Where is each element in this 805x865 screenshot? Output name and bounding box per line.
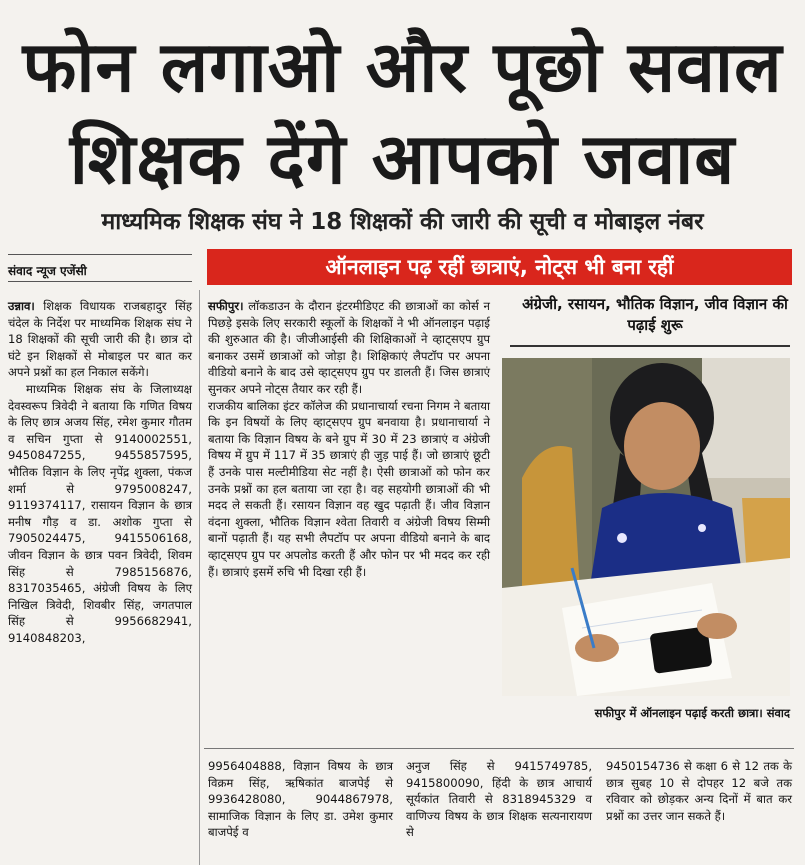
col1-paragraph-2: माध्यमिक शिक्षक संघ के जिलाध्यक्ष देवस्वरूप त्रिवेदी ने बताया कि गणित विषय के लिए छात्र अजय सिंह, रमेश कुमार गौतम व सचिन गुप्ता से 9140002551, 9450847255, 9455857595, भौतिक विज्ञान के लिए नृपेंद्र शुक्ला, पंकज शर्मा से 9795008247, 9119374117, रासायन विज्ञान के छात्र मनीष गौड़ व डा. अशोक गुप्ता से 7905024475, 9415506168, जीवन विज्ञान के छात्र पवन त्रिवेदी, शिवम सिंह से 7985156876, 8317035465, अंग्रेजी विषय के लिए निखिल त्रिवेदी, शिवबीर सिंह, जगतपाल सिंह से 9956682941, 9140848203,	[8, 381, 192, 645]
byline-rule-top	[8, 254, 192, 255]
article-column-1	[8, 298, 192, 646]
col2-paragraph-1: लॉकडाउन के दौरान इंटरमीडिएट की छात्राओं का कोर्स न पिछड़े इसके लिए सरकारी स्कूलों के शिक्षकों ने भी ऑनलाइन पढ़ाई की शुरुआत की है। जीजीआईसी की शिक्षिकाओं ने व्हाट्सएप ग्रुप बनाकर उसमें छात्राओं को जोड़ा है। शिक्षिकाएं लैपटॉप पर अपना वीडियो बनाने के बाद उसे व्हाट्सएप ग्रुप पर डालती हैं। जिस छात्राएं सुनकर अपने नोट्स तैयार कर रही हैं।	[208, 299, 490, 396]
kicker-rule	[510, 345, 790, 347]
column-divider	[199, 290, 200, 865]
bottom-column-3: 9450154736 से कक्षा 6 से 12 तक के छात्र सुबह 10 से दोपहर 12 बजे तक रविवार को छोड़कर अन्य दिनों में बात कर प्रश्नों का उत्तर जान सकते हैं।	[606, 759, 792, 823]
photo-kicker: अंग्रेजी, रसायन, भौतिक विज्ञान, जीव विज्ञान की पढ़ाई शुरू	[522, 295, 788, 334]
col2-paragraph-2: राजकीय बालिका इंटर कॉलेज की प्रधानाचार्या रचना निगम ने बताया कि इन विषयों के लिए व्हाट्सएप ग्रुप बनवाया है। प्रधानाचार्या ने बताया कि विज्ञान विषय के बने ग्रुप में 30 में 23 छात्राएं व अंग्रेजी विषय में ग्रुप में 117 में 35 छात्राएं ही जुड़ पाई हैं। जो छात्राएं छूटी हैं उनके पास मल्टीमीडिया सेट नहीं है। ऐसी छात्राओं को फोन कर उनके प्रश्नों का हल बताया जा रहा है। वह सहयोगी छात्राओं की भी मदद ले सकती हैं। रसायन विज्ञान वह खुद पढ़ाती हैं। जीव विज्ञान वंदना शुक्ला, भौतिक विज्ञान श्वेता तिवारी व अंग्रेजी विषय सिम्मी बानों पढ़ाती हैं। यह सभी लैपटॉप पर अपना वीडियो बनाने के बाद व्हाट्सएप ग्रुप पर अपलोड करती हैं और फोन पर भी मदद कर रही हैं। छात्राएं इसमें रुचि भी दिखा रही हैं।	[208, 398, 490, 579]
headline-line-2: शिक्षक देंगे आपको जवाब	[69, 118, 736, 200]
student-photo	[502, 358, 790, 696]
headline-line-1: फोन लगाओ और पूछो सवाल	[22, 26, 783, 108]
col1-paragraph-1: शिक्षक विधायक राजबहादुर सिंह चंदेल के निर्देश पर माध्यमिक शिक्षक संघ ने 18 शिक्षकों की सूची जारी की है। छात्र दो घंटे इन शिक्षकों से मोबाइल पर बात कर अपने प्रश्नों का हल निकाल सकेंगे।	[8, 299, 192, 380]
subheadline: माध्यमिक शिक्षक संघ ने 18 शिक्षकों की जारी की सूची व मोबाइल नंबर	[101, 209, 704, 235]
photo-caption: सफीपुर में ऑनलाइन पढ़ाई करती छात्रा। संवाद	[594, 706, 790, 720]
bottom-column-1: 9956404888, विज्ञान विषय के छात्र विक्रम सिंह, ऋषिकांत बाजपेई से 9936428080, 9044867978, सामाजिक विज्ञान के लिए डा. उमेश कुमार बाजपेई व	[208, 759, 393, 840]
byline: संवाद न्यूज एजेंसी	[8, 264, 87, 278]
dateline-safipur: सफीपुर।	[208, 299, 244, 313]
section-banner: ऑनलाइन पढ़ रहीं छात्राएं, नोट्स भी बना रहीं	[207, 249, 792, 285]
byline-rule-bottom	[8, 281, 192, 282]
dateline-unnao: उन्नाव।	[8, 299, 35, 313]
bottom-column-2: अनुज सिंह से 9415749785, 9415800090, हिंदी के छात्र आचार्य सूर्यकांत तिवारी से 8318945329 व वाणिज्य विषय के छात्र शिक्षक सत्यनारायण से	[406, 759, 592, 840]
article-column-2	[208, 298, 490, 580]
bottom-rule	[204, 748, 794, 749]
student-studying-illustration	[502, 358, 790, 696]
